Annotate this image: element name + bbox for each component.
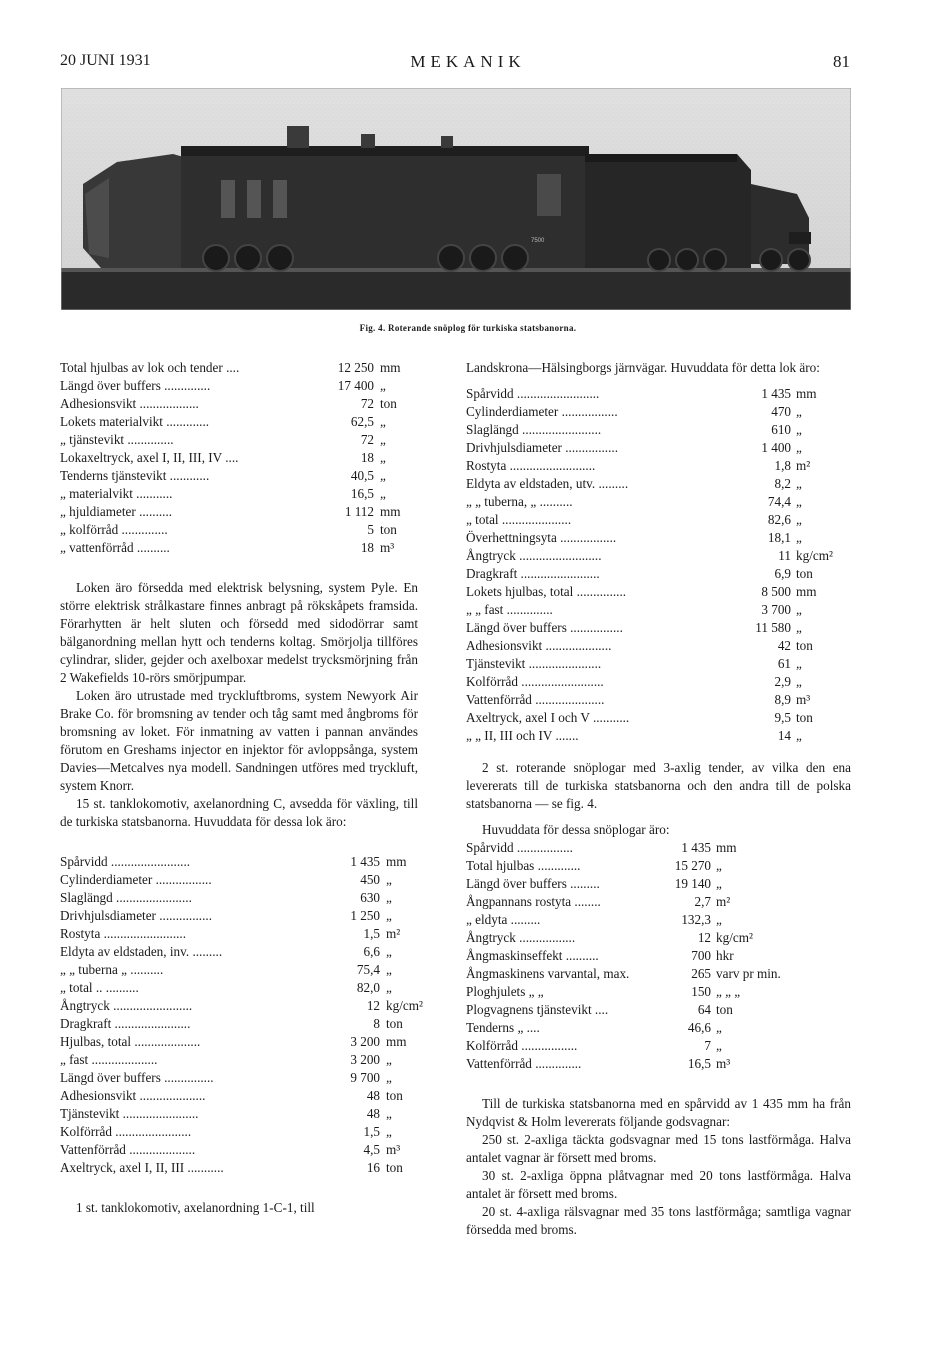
paragraph: 250 st. 2-axliga täckta godsvagnar med 15 tons lastförmåga. Halva antalet vagnar är försett med broms. [466, 1132, 851, 1165]
spec-unit: mm [796, 584, 817, 599]
spec-row [60, 539, 418, 557]
spec-value: 1,5 [363, 926, 380, 941]
spec-label: Vattenförråd .............. [466, 1056, 582, 1071]
spec-label: Adhesionsvikt .................. [60, 396, 199, 411]
spec-value: 46,6 [687, 1020, 711, 1035]
spec-value: 15 270 [674, 858, 711, 873]
spec-label: Längd över buffers ............... [60, 1070, 214, 1085]
spec-unit: „ [796, 512, 802, 527]
spec-label: Kolförråd ......................... [466, 674, 604, 689]
spec-unit: „ [796, 530, 802, 545]
spec-label: „ „ fast .............. [466, 602, 553, 617]
spec-label: „ total ..................... [466, 512, 572, 527]
spec-value: 7 [704, 1038, 711, 1053]
spec-value: 1,8 [774, 458, 791, 473]
spec-row [466, 619, 851, 637]
paragraph: 15 st. tanklokomotiv, axelanordning C, avsedda för växling, till de turkiska statsbanorna. Huvuddata för dessa lok äro: [60, 796, 418, 829]
spec-unit: „ [796, 728, 802, 743]
figure-caption: Fig. 4. Roterande snöplog för turkiska statsbanorna. [359, 323, 577, 333]
journal-title: MEKANIK [410, 52, 526, 71]
spec-unit: ton [796, 710, 813, 725]
spec-label: Lokets hjulbas, total ............... [466, 584, 627, 599]
spec-value: 64 [697, 1002, 711, 1017]
spec-value: 16 [366, 1160, 380, 1175]
paragraph: 30 st. 2-axliga öppna plåtvagnar med 20 tons lastförmåga. Halva antalet är försett med broms. [466, 1168, 851, 1201]
spec-value: 1 400 [761, 440, 791, 455]
paragraph: 1 st. tanklokomotiv, axelanordning 1-C-1, till [76, 1200, 315, 1215]
spec-value: 1 250 [350, 908, 380, 923]
spec-row [60, 907, 418, 925]
spec-value: 17 400 [337, 378, 374, 393]
spec-label: Drivhjulsdiameter ................ [466, 440, 618, 455]
spec-label: „ materialvikt ........... [60, 486, 173, 501]
spec-label: Total hjulbas ............. [466, 858, 581, 873]
spec-row [466, 547, 851, 565]
spec-unit: m² [386, 926, 401, 941]
spec-unit: ton [386, 1160, 403, 1175]
paragraph: Loken äro försedda med elektrisk belysning, system Pyle. En större elektrisk strålkastare finnes anbragt på rökskåpets framsida. Förarhytten är helt sluten och försedd med sidodörrar samt bälganordning mellan hytt och tenderns koltag. Smörjolja tillföres cylindrar, slider, gejder och axelboxar medelst trycksmörjning från 2 Wakefields 10-rörs smörjpumpar. [60, 580, 418, 685]
spec-unit: „ [796, 404, 802, 419]
spec-value: 1 435 [761, 386, 791, 401]
spec-label: Tjänstevikt ....................... [60, 1106, 199, 1121]
spec-label: Spårvidd ......................... [466, 386, 600, 401]
spec-label: Spårvidd ................. [466, 840, 573, 855]
spec-unit: „ [386, 1070, 392, 1085]
spec-value: 62,5 [350, 414, 374, 429]
spec-row [466, 893, 851, 911]
spec-row [60, 467, 418, 485]
spec-row [60, 1033, 418, 1051]
spec-unit: „ [380, 486, 386, 501]
spec-value: 12 [366, 998, 380, 1013]
spec-value: 9,5 [774, 710, 791, 725]
spec-label: Längd över buffers ......... [466, 876, 600, 891]
spec-row [466, 1001, 851, 1019]
spec-label: Eldyta av eldstaden, inv. ......... [60, 944, 223, 959]
spec-label: „ fast .................... [60, 1052, 158, 1067]
spec-row [466, 439, 851, 457]
spec-row [60, 943, 418, 961]
spec-row [466, 583, 851, 601]
spec-unit: varv pr min. [716, 966, 781, 981]
spec-unit: „ [386, 1052, 392, 1067]
spec-unit: „ [716, 1020, 722, 1035]
spec-value: 12 250 [337, 360, 374, 375]
spec-row [60, 359, 418, 377]
spec-value: 18 [360, 450, 374, 465]
spec-unit: ton [716, 1002, 733, 1017]
spec-value: 3 700 [761, 602, 791, 617]
spec-label: Axeltryck, axel I och V ........... [466, 710, 630, 725]
spec-value: 1 435 [350, 854, 380, 869]
spec-unit: ton [380, 522, 397, 537]
spec-unit: m² [716, 894, 731, 909]
spec-label: Lokets materialvikt ............. [60, 414, 210, 429]
spec-label: Ångpannans rostyta ........ [466, 894, 601, 909]
page-number: 81 [833, 52, 850, 71]
page-date: 20 JUNI 1931 [60, 52, 151, 69]
spec-value: 9 700 [350, 1070, 380, 1085]
spec-row [60, 871, 418, 889]
spec-row [466, 965, 851, 983]
spec-row [466, 529, 851, 547]
spec-value: 48 [366, 1088, 380, 1103]
spec-unit: „ [380, 450, 386, 465]
spec-row [466, 655, 851, 673]
spec-row [60, 431, 418, 449]
spec-label: Slaglängd ........................ [466, 422, 602, 437]
spec-value: 3 200 [350, 1034, 380, 1049]
spec-unit: ton [796, 566, 813, 581]
spec-unit: „ [386, 908, 392, 923]
paragraph: Loken äro utrustade med tryckluftbroms, system Newyork Air Brake Co. för bromsning av tender och tåg samt med ångbroms för bromsning av loket. För inmatning av vatten i pannan användes förutom en Greshams injector en injektor för avloppsånga, system Davies—Metcalves nya modell. Sandningen utföres med tryckluft, system Knorr. [60, 688, 418, 793]
spec-label: Tjänstevikt ...................... [466, 656, 602, 671]
spec-label: Rostyta .......................... [466, 458, 596, 473]
spec-row [60, 925, 418, 943]
spec-unit: ton [796, 638, 813, 653]
spec-row [466, 947, 851, 965]
spec-unit: kg/cm² [716, 930, 753, 945]
spec-row [466, 511, 851, 529]
spec-unit: m³ [380, 540, 395, 555]
spec-unit: m³ [386, 1142, 401, 1157]
spec-unit: „ [380, 468, 386, 483]
spec-row [466, 839, 851, 857]
spec-row [466, 911, 851, 929]
spec-row [60, 1159, 418, 1177]
spec-row [60, 503, 418, 521]
spec-row [466, 1037, 851, 1055]
spec-row [60, 395, 418, 413]
spec-unit: „ [716, 912, 722, 927]
loco-spec-table-2 [466, 385, 851, 745]
spec-label: „ „ II, III och IV ....... [466, 728, 579, 743]
spec-row [60, 1051, 418, 1069]
spec-unit: m³ [716, 1056, 731, 1071]
spec-unit: hkr [716, 948, 734, 963]
spec-unit: „ [386, 980, 392, 995]
spec-value: 265 [691, 966, 711, 981]
spec-label: Längd över buffers ................ [466, 620, 623, 635]
spec-row [60, 853, 418, 871]
spec-unit: „ [796, 440, 802, 455]
spec-value: 4,5 [363, 1142, 380, 1157]
spec-label: Vattenförråd ..................... [466, 692, 605, 707]
spec-row [466, 983, 851, 1001]
spec-row [466, 601, 851, 619]
spec-row [466, 929, 851, 947]
spec-label: Ångtryck ................. [466, 930, 576, 945]
spec-value: 1 435 [681, 840, 711, 855]
paragraph: 2 st. roterande snöplogar med 3-axlig tender, av vilka den ena levererats till de turkiska statsbanorna och den andra till de polska statsbanorna — se fig. 4. [466, 760, 851, 811]
spec-label: „ vattenförråd .......... [60, 540, 170, 555]
spec-value: 2,7 [694, 894, 711, 909]
spec-unit: „ [386, 962, 392, 977]
spec-unit: „ [796, 620, 802, 635]
spec-row [60, 1069, 418, 1087]
spec-value: 6,6 [363, 944, 380, 959]
spec-label: Total hjulbas av lok och tender .... [60, 360, 240, 375]
spec-value: 1 112 [344, 504, 374, 519]
spec-label: Ångtryck ......................... [466, 548, 602, 563]
spec-label: Överhettningsyta ................. [466, 530, 617, 545]
spec-label: Ångmaskinens varvantal, max. [466, 966, 630, 981]
spec-unit: „ [386, 1124, 392, 1139]
spec-label: Cylinderdiameter ................. [60, 872, 212, 887]
spec-row [60, 485, 418, 503]
spec-row [60, 521, 418, 539]
spec-value: 42 [777, 638, 791, 653]
spec-value: 82,0 [356, 980, 380, 995]
spec-row [466, 1055, 851, 1073]
spec-value: 470 [771, 404, 791, 419]
spec-label: Kolförråd ....................... [60, 1124, 192, 1139]
spec-row [60, 1123, 418, 1141]
spec-row [466, 637, 851, 655]
snowplough-photo [61, 88, 851, 310]
spec-label: „ kolförråd .............. [60, 522, 168, 537]
spec-value: 74,4 [767, 494, 791, 509]
spec-label: Tenderns tjänstevikt ............ [60, 468, 210, 483]
tank-loco-spec-table [60, 853, 423, 1177]
spec-unit: „ [386, 872, 392, 887]
spec-row [60, 1087, 418, 1105]
snowplough-spec-table [466, 839, 851, 1073]
spec-value: 82,6 [767, 512, 791, 527]
spec-label: Vattenförråd .................... [60, 1142, 196, 1157]
spec-unit: „ [380, 414, 386, 429]
spec-row [466, 857, 851, 875]
spec-value: 16,5 [350, 486, 374, 501]
spec-unit: ton [386, 1088, 403, 1103]
spec-value: 132,3 [681, 912, 711, 927]
spec-value: 11 [778, 548, 791, 563]
spec-value: 1,5 [363, 1124, 380, 1139]
spec-row [60, 377, 418, 395]
spec-unit: mm [380, 360, 401, 375]
right-column [466, 359, 851, 1239]
spec-label: Eldyta av eldstaden, utv. ......... [466, 476, 629, 491]
spec-unit: „ [386, 1106, 392, 1121]
spec-value: 8,2 [774, 476, 791, 491]
spec-label: „ total .. .......... [60, 980, 139, 995]
spec-label: Adhesionsvikt .................... [466, 638, 612, 653]
spec-value: 19 140 [674, 876, 711, 891]
spec-unit: „ [796, 656, 802, 671]
spec-label: „ hjuldiameter .......... [60, 504, 173, 519]
spec-unit: ton [386, 1016, 403, 1031]
spec-value: 8 500 [761, 584, 791, 599]
spec-label: Ångmaskinseffekt .......... [466, 948, 599, 963]
spec-value: 14 [777, 728, 791, 743]
spec-label: Drivhjulsdiameter ................ [60, 908, 212, 923]
spec-row [60, 979, 418, 997]
spec-value: 72 [360, 432, 374, 447]
spec-value: 40,5 [350, 468, 374, 483]
spec-value: 75,4 [356, 962, 380, 977]
spec-unit: mm [386, 1034, 407, 1049]
spec-value: 48 [366, 1106, 380, 1121]
spec-row [60, 889, 418, 907]
spec-unit: „ [716, 858, 722, 873]
left-column [60, 359, 423, 1217]
spec-value: 610 [771, 422, 791, 437]
spec-value: 61 [777, 656, 791, 671]
spec-value: 12 [697, 930, 711, 945]
spec-unit: „ [386, 944, 392, 959]
spec-label: Tenderns „ .... [466, 1020, 540, 1035]
spec-value: 150 [691, 984, 711, 999]
spec-label: Slaglängd ....................... [60, 890, 192, 905]
spec-label: Adhesionsvikt .................... [60, 1088, 206, 1103]
spec-row [466, 493, 851, 511]
spec-value: 18 [360, 540, 374, 555]
spec-value: 16,5 [687, 1056, 711, 1071]
spec-label: Rostyta ......................... [60, 926, 187, 941]
spec-value: 2,9 [774, 674, 791, 689]
spec-unit: m² [796, 458, 811, 473]
spec-unit: mm [716, 840, 737, 855]
spec-value: 5 [367, 522, 374, 537]
spec-value: 18,1 [767, 530, 791, 545]
paragraph: Till de turkiska statsbanorna med en spårvidd av 1 435 mm ha från Nydqvist & Holm levererats följande godsvagnar: [466, 1096, 851, 1129]
spec-value: 630 [360, 890, 380, 905]
spec-row [60, 1105, 418, 1123]
spec-label: „ eldyta ......... [466, 912, 541, 927]
spec-unit: „ [796, 674, 802, 689]
spec-value: 6,9 [774, 566, 791, 581]
spec-unit: „ „ „ [716, 984, 741, 999]
spec-row [60, 413, 418, 431]
spec-row [466, 673, 851, 691]
spec-row [60, 997, 423, 1015]
spec-label: Dragkraft ....................... [60, 1016, 191, 1031]
spec-value: 8,9 [774, 692, 791, 707]
spec-label: Ångtryck ........................ [60, 998, 193, 1013]
spec-row [466, 403, 851, 421]
spec-row [60, 961, 418, 979]
paragraph: Huvuddata för dessa snöplogar äro: [482, 822, 670, 837]
spec-value: 450 [360, 872, 380, 887]
loco-spec-table-1 [60, 359, 418, 557]
spec-unit: „ [380, 432, 386, 447]
spec-row [466, 709, 851, 727]
spec-label: „ tjänstevikt .............. [60, 432, 174, 447]
spec-unit: mm [386, 854, 407, 869]
spec-row [466, 727, 851, 745]
spec-label: Ploghjulets „ „ [466, 984, 544, 999]
spec-row [466, 421, 851, 439]
spec-unit: kg/cm² [796, 548, 833, 563]
spec-label: Axeltryck, axel I, II, III ........... [60, 1160, 224, 1175]
spec-unit: kg/cm² [386, 998, 423, 1013]
spec-label: Spårvidd ........................ [60, 854, 191, 869]
spec-unit: „ [796, 494, 802, 509]
spec-row [60, 449, 418, 467]
spec-unit: „ [796, 422, 802, 437]
spec-unit: „ [796, 476, 802, 491]
spec-value: 11 580 [755, 620, 791, 635]
spec-row [466, 691, 851, 709]
spec-label: Kolförråd ................. [466, 1038, 578, 1053]
spec-row [466, 385, 851, 403]
spec-row [466, 1019, 851, 1037]
spec-label: „ „ tuberna „ .......... [60, 962, 164, 977]
spec-unit: „ [796, 602, 802, 617]
spec-label: Hjulbas, total .................... [60, 1034, 201, 1049]
spec-label: Lokaxeltryck, axel I, II, III, IV .... [60, 450, 239, 465]
spec-value: 700 [691, 948, 711, 963]
spec-unit: m³ [796, 692, 811, 707]
spec-row [60, 1015, 418, 1033]
spec-value: 72 [360, 396, 374, 411]
spec-unit: mm [380, 504, 401, 519]
spec-unit: ton [380, 396, 397, 411]
spec-label: Dragkraft ........................ [466, 566, 600, 581]
paragraph: 20 st. 4-axliga rälsvagnar med 35 tons lastförmåga; samtliga vagnar försedda med broms. [466, 1204, 851, 1237]
spec-label: Plogvagnens tjänstevikt .... [466, 1002, 609, 1017]
spec-row [466, 565, 851, 583]
spec-value: 8 [373, 1016, 380, 1031]
spec-row [60, 1141, 418, 1159]
spec-unit: „ [386, 890, 392, 905]
paragraph: Landskrona—Hälsingborgs järnvägar. Huvuddata för detta lok äro: [466, 360, 820, 375]
spec-unit: mm [796, 386, 817, 401]
spec-row [466, 475, 851, 493]
spec-label: „ „ tuberna, „ .......... [466, 494, 573, 509]
spec-unit: „ [716, 876, 722, 891]
spec-unit: „ [380, 378, 386, 393]
loco-number: 7500 [531, 238, 545, 244]
spec-unit: „ [716, 1038, 722, 1053]
spec-row [466, 457, 851, 475]
spec-value: 3 200 [350, 1052, 380, 1067]
spec-label: Längd över buffers .............. [60, 378, 211, 393]
spec-label: Cylinderdiameter ................. [466, 404, 618, 419]
spec-row [466, 875, 851, 893]
